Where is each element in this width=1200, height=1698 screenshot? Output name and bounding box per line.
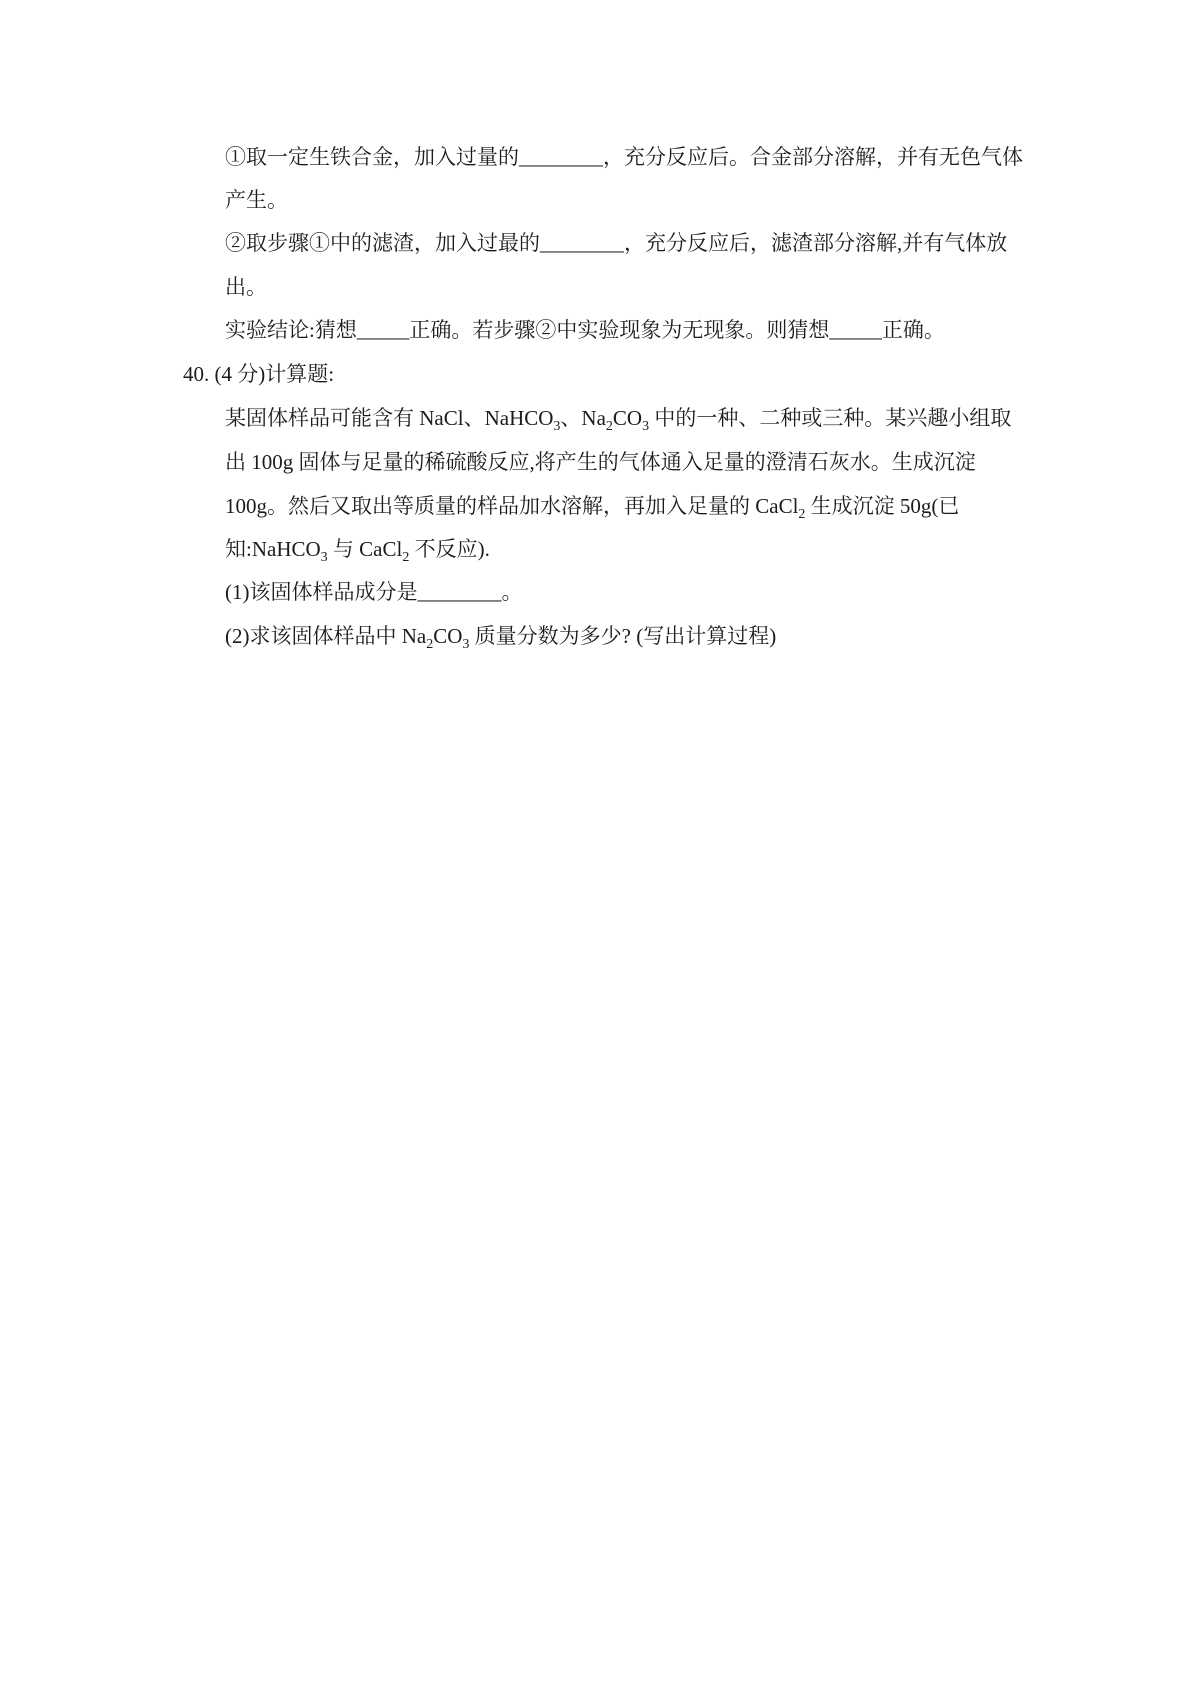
subscript: 2 <box>798 507 806 522</box>
text-segment: (2)求该固体样品中 Na <box>225 624 427 648</box>
question-40-text-line-1 <box>225 405 1011 435</box>
text-segment: 质量分数为多少? (写出计算过程) <box>469 624 777 648</box>
experiment-step2: ②取步骤①中的滤渣，加入过最的________，充分反应后，滤渣部分溶解,并有气体放 <box>225 231 1008 255</box>
text-segment: 100g。然后又取出等质量的样品加水溶解，再加入足量的 CaCl <box>225 494 799 518</box>
experiment-step1: ①取一定生铁合金，加入过量的________，充分反应后。合金部分溶解，并有无色气体 <box>225 145 1023 169</box>
question-40-text-line-2: 出 100g 固体与足量的稀硫酸反应,将产生的气体通入足量的澄清石灰水。生成沉淀 <box>225 450 976 474</box>
subscript: 3 <box>553 419 561 434</box>
text-segment: 生成沉淀 50g(已 <box>805 494 960 518</box>
subscript: 2 <box>402 550 410 565</box>
subscript: 3 <box>462 637 470 652</box>
subscript: 3 <box>320 550 328 565</box>
text-segment: 不反应). <box>409 537 490 561</box>
subscript: 3 <box>642 419 650 434</box>
question-40-part-1: (1)该固体样品成分是________。 <box>225 580 523 604</box>
text-segment: 与 CaCl <box>327 537 403 561</box>
text-segment: CO <box>433 624 463 648</box>
question-40-text-line-3 <box>225 493 959 523</box>
subscript: 2 <box>605 419 613 434</box>
question-40-text-line-4 <box>225 536 490 566</box>
question-40-header: 40. (4 分)计算题: <box>183 362 335 386</box>
text-segment: 、Na <box>560 406 606 430</box>
question-40-part-2 <box>225 623 776 653</box>
text-segment: CO <box>612 406 643 430</box>
text-segment: 某固体样品可能含有 NaCl、NaHCO <box>225 406 554 430</box>
experiment-step1-continued: 产生。 <box>225 188 288 212</box>
text-segment: 知:NaHCO <box>225 537 321 561</box>
subscript: 2 <box>426 637 434 652</box>
experiment-conclusion: 实验结论:猜想_____正确。若步骤②中实验现象为无现象。则猜想_____正确。 <box>225 318 945 342</box>
experiment-step2-continued: 出。 <box>225 275 267 299</box>
text-segment: 中的一种、二种或三种。某兴趣小组取 <box>649 406 1012 430</box>
